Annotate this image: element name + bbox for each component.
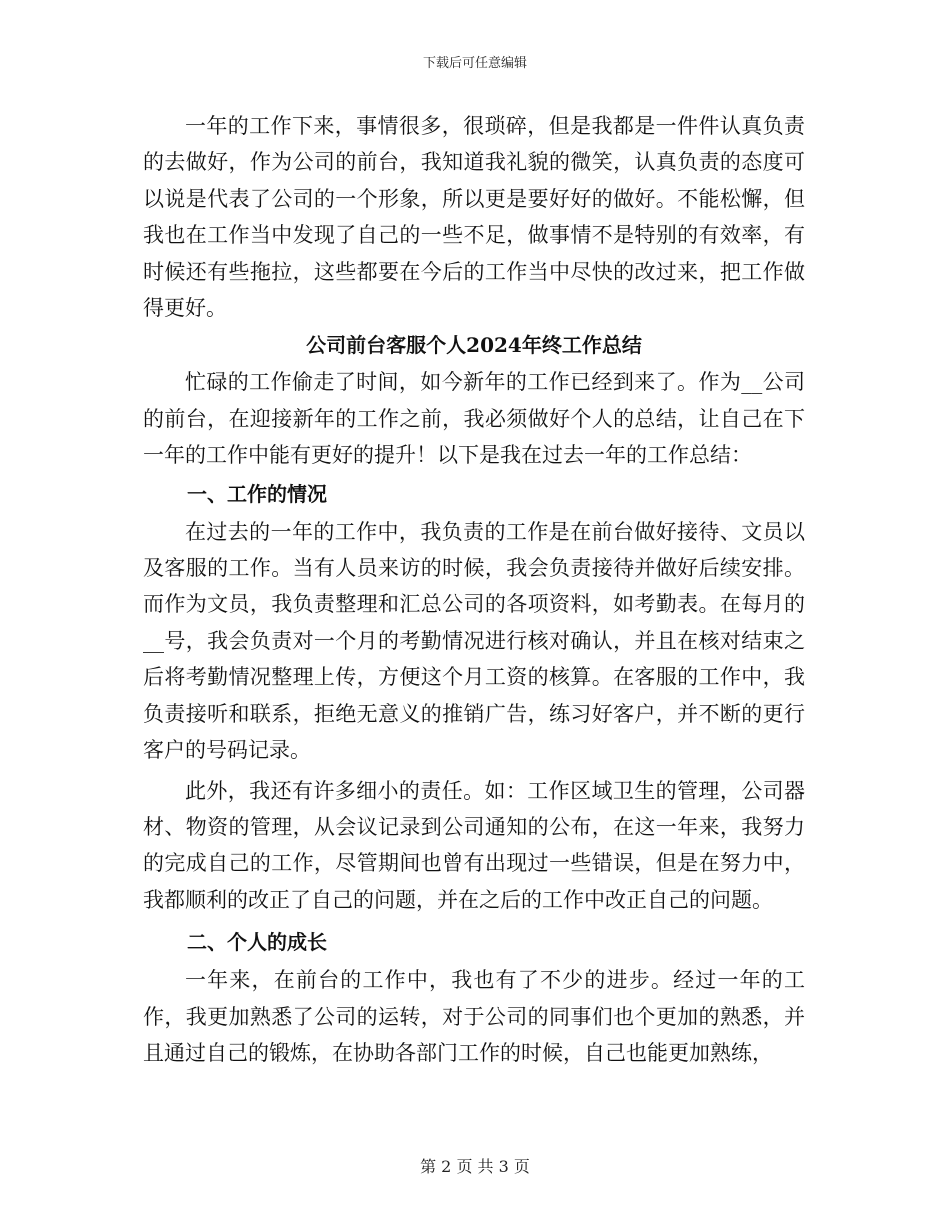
paragraph: 在过去的一年的工作中，我负责的工作是在前台做好接待、文员以及客服的工作。当有人员来访的时候，我会负责接待并做好后续安排。而作为文员，我负责整理和汇总公司的各项资料，如考勤表。在每月的__号，我会负责对一个月的考勤情况进行核对确认，并且在核对结束之后将考勤情况整理上传，方便这个月工资的核算。在客服的工作中，我负责接听和联系，拒绝无意义的推销广告，练习好客户，并不断的更行客户的号码记录。 (143, 519, 805, 763)
page-footer: 第 2 页 共 3 页 (420, 1157, 530, 1176)
document-title: 公司前台客服个人2024年终工作总结 (306, 333, 642, 358)
paragraph: 一年的工作下来，事情很多，很琐碎，但是我都是一件件认真负责的去做好，作为公司的前台，我知道我礼貌的微笑，认真负责的态度可以说是代表了公司的一个形象，所以更是要好好的做好。不能松懈，但我也在工作当中发现了自己的一些不足，做事情不是特别的有效率，有时候还有些拖拉，这些都要在今后的工作当中尽快的改过来，把工作做得更好。 (143, 114, 805, 321)
paragraph: 一年来，在前台的工作中，我也有了不少的进步。经过一年的工作，我更加熟悉了公司的运转，对于公司的同事们也个更加的熟悉，并且通过自己的锻炼，在协助各部门工作的时候，自己也能更加熟练， (143, 968, 805, 1065)
section-heading-work: 一、工作的情况 (187, 481, 327, 506)
intro-paragraph: 忙碌的工作偷走了时间，如今新年的工作已经到来了。作为__公司的前台，在迎接新年的工作之前，我必须做好个人的总结，让自己在下一年的工作中能有更好的提升！以下是我在过去一年的工作总结： (143, 370, 805, 468)
page-header: 下载后可任意编辑 (422, 56, 527, 71)
document-body (143, 108, 805, 1071)
paragraph: 此外，我还有许多细小的责任。如：工作区域卫生的管理，公司器材、物资的管理，从会议记录到公司通知的公布，在这一年来，我努力的完成自己的工作，尽管期间也曾有出现过一些错误，但是在努力中，我都顺利的改正了自己的问题，并在之后的工作中改正自己的问题。 (143, 778, 805, 912)
section-heading-growth: 二、个人的成长 (187, 930, 327, 955)
